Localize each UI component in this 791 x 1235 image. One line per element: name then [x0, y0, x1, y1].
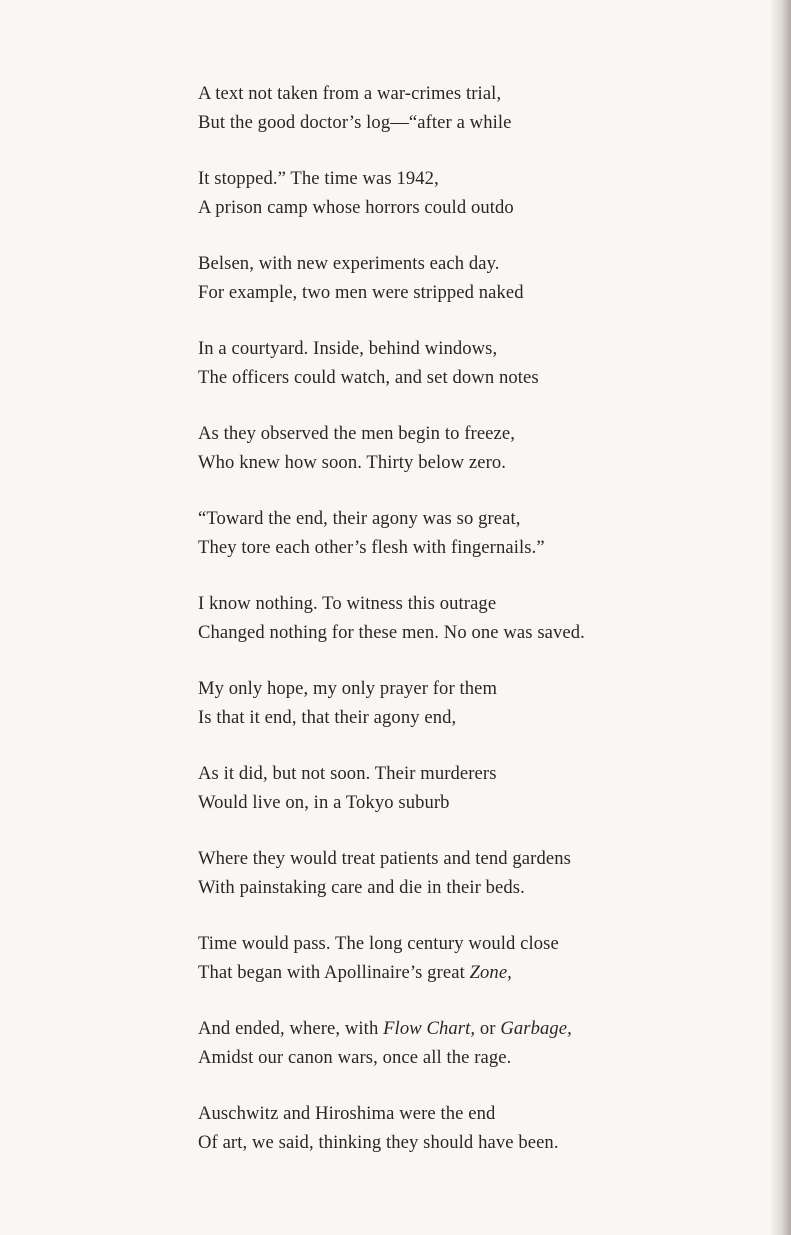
italic-title-garbage: Garbage,: [500, 1018, 572, 1039]
stanza: [198, 80, 758, 137]
poem-line: As it did, but not soon. Their murderers: [198, 763, 497, 784]
poem-line: Who knew how soon. Thirty below zero.: [198, 451, 507, 473]
poem-line: It stopped.” The time was 1942,: [198, 168, 439, 189]
stanza: [198, 250, 758, 307]
italic-title-flow-chart: Flow Chart,: [383, 1018, 476, 1039]
poem-line-text: And ended, where, with: [198, 1018, 384, 1039]
stanza: [198, 165, 758, 222]
stanza: [198, 505, 758, 562]
poem-line: But the good doctor’s log—“after a while: [198, 111, 512, 133]
poem-line: Where they would treat patients and tend gardens: [198, 848, 571, 869]
poem-line: Would live on, in a Tokyo suburb: [198, 791, 450, 813]
poem-line: Is that it end, that their agony end,: [198, 706, 457, 728]
stanza: [198, 1100, 758, 1157]
poem-line: The officers could watch, and set down notes: [198, 366, 539, 388]
page-edge-shadow: [769, 0, 791, 1235]
stanza: [198, 420, 758, 477]
stanza: [198, 675, 758, 732]
poem-line: Time would pass. The long century would close: [198, 933, 559, 954]
poem-line: As they observed the men begin to freeze,: [198, 423, 515, 444]
poem-line: [198, 1015, 758, 1044]
poem-line: With painstaking care and die in their beds.: [198, 876, 525, 898]
poem-line: My only hope, my only prayer for them: [198, 678, 498, 699]
poem-line: A text not taken from a war-crimes trial,: [198, 83, 502, 104]
poem-line: [198, 959, 758, 988]
stanza: [198, 590, 758, 647]
italic-title-zone: Zone,: [469, 961, 512, 983]
stanza: [198, 760, 758, 817]
poem-line: A prison camp whose horrors could outdo: [198, 196, 514, 218]
poem-line: “Toward the end, their agony was so great,: [198, 508, 521, 529]
poem-line: Belsen, with new experiments each day.: [198, 253, 500, 274]
poem-line: I know nothing. To witness this outrage: [198, 593, 497, 614]
stanza: [198, 335, 758, 392]
poem-body: [198, 80, 758, 1185]
poem-line: Amidst our canon wars, once all the rage.: [198, 1046, 512, 1068]
poem-line-text: That began with Apollinaire’s great: [198, 961, 470, 983]
poem-line: Changed nothing for these men. No one was saved.: [198, 621, 585, 643]
poem-line: For example, two men were stripped naked: [198, 281, 524, 303]
stanza: [198, 930, 758, 987]
poem-line: They tore each other’s flesh with fingernails.”: [198, 536, 545, 558]
stanza: [198, 1015, 758, 1072]
poem-line-text: or: [475, 1018, 501, 1039]
poem-line: Auschwitz and Hiroshima were the end: [198, 1103, 496, 1124]
poem-line: Of art, we said, thinking they should have been.: [198, 1131, 559, 1153]
stanza: [198, 845, 758, 902]
poem-line: In a courtyard. Inside, behind windows,: [198, 338, 498, 359]
